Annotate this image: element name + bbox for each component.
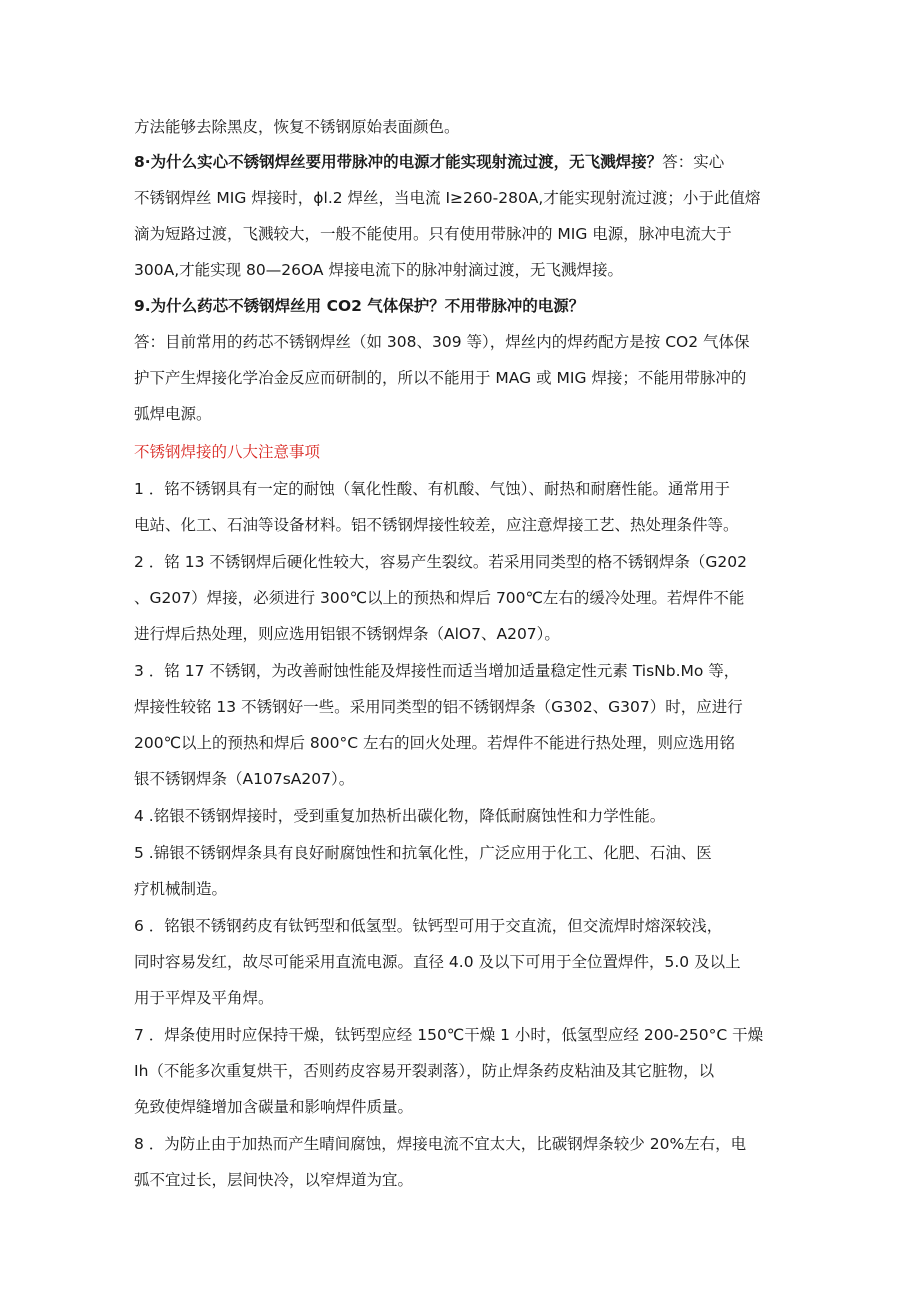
item-7-line: 免致使焊缝增加含碳量和影响焊件质量。 <box>134 1098 414 1116</box>
item-5-line: 5 .锦银不锈钢焊条具有良好耐腐蚀性和抗氧化性，广泛应用于化工、化肥、石油、医 <box>134 844 712 862</box>
item-1-line: 电站、化工、石油等设备材料。铝不锈钢焊接性较差，应注意焊接工艺、热处理条件等。 <box>134 516 739 534</box>
question-9-title: 9.为什么药芯不锈钢焊丝用 CO2 气体保护？不用带脉冲的电源？ <box>134 297 585 315</box>
intro-line: 方法能够去除黑皮，恢复不锈钢原始表面颜色。 <box>134 118 460 136</box>
item-3-line: 3 ．铭 17 不锈钢，为改善耐蚀性能及焊接性而适当增加适量稳定性元素 TisNb.Mo 等， <box>134 662 740 680</box>
item-6-line: 同时容易发红，故尽可能采用直流电源。直径 4.0 及以下可用于全位置焊件，5.0 及以上 <box>134 953 741 971</box>
item-7-line: 7 ．焊条使用时应保持干燥，钛钙型应经 150℃干燥 1 小时，低氢型应经 200-250°C 干燥 <box>134 1026 764 1044</box>
item-1-line: 1 ．铭不锈钢具有一定的耐蚀（氧化性酸、有机酸、气蚀）、耐热和耐磨性能。通常用于 <box>134 480 731 498</box>
question-8-title: 8·为什么实心不锈钢焊丝要用带脉冲的电源才能实现射流过渡，无飞溅焊接？ <box>134 153 663 171</box>
item-3-line: 焊接性较铭 13 不锈钢好一些。采用同类型的铝不锈钢焊条（G302、G307）时，应进行 <box>134 698 743 716</box>
question-8-answer-start: 答：实心 <box>662 153 725 171</box>
question-8-answer-line: 300A,才能实现 80—26OA 焊接电流下的脉冲射滴过渡，无飞溅焊接。 <box>134 261 623 279</box>
item-6-line: 用于平焊及平角焊。 <box>134 989 274 1007</box>
item-8-line: 8 ．为防止由于加热而产生晴间腐蚀，焊接电流不宜太大，比碳钢焊条较少 20%左右，电 <box>134 1135 747 1153</box>
item-3-line: 200℃以上的预热和焊后 800°C 左右的回火处理。若焊件不能进行热处理，则应选用铭 <box>134 734 736 752</box>
item-5-line: 疗机械制造。 <box>134 880 228 898</box>
question-9-answer-line: 答：目前常用的药芯不锈钢焊丝（如 308、309 等），焊丝内的焊药配方是按 CO2 气体保 <box>134 333 750 351</box>
question-9-answer-line: 护下产生焊接化学冶金反应而研制的，所以不能用于 MAG 或 MIG 焊接；不能用带脉冲的 <box>134 369 747 387</box>
question-9-answer-line: 弧焊电源。 <box>134 405 212 423</box>
item-7-line: Ih（不能多次重复烘干，否则药皮容易开裂剥落），防止焊条药皮粘油及其它脏物，以 <box>134 1062 715 1080</box>
item-2-line: 进行焊后热处理，则应选用铝银不锈钢焊条（AlO7、A207）。 <box>134 625 560 643</box>
item-2-line: 2 ．铭 13 不锈钢焊后硬化性较大，容易产生裂纹。若采用同类型的格不锈钢焊条（G202 <box>134 553 747 571</box>
item-4-line: 4 .铭银不锈钢焊接时，受到重复加热析出碳化物，降低耐腐蚀性和力学性能。 <box>134 807 666 825</box>
question-8-answer-line: 滴为短路过渡，飞溅较大，一般不能使用。只有使用带脉冲的 MIG 电源，脉冲电流大于 <box>134 225 732 243</box>
item-8-line: 弧不宜过长，层间快冷，以窄焊道为宜。 <box>134 1171 414 1189</box>
question-8 <box>134 151 724 173</box>
item-2-line: 、G207）焊接，必须进行 300℃以上的预热和焊后 700℃左右的缓冷处理。若焊件不能 <box>134 589 745 607</box>
question-8-answer-line: 不锈钢焊丝 MIG 焊接时，ϕl.2 焊丝，当电流 I≥260-280A,才能实现射流过渡；小于此值熔 <box>134 189 761 207</box>
item-6-line: 6 ．铭银不锈钢药皮有钛钙型和低氢型。钛钙型可用于交直流，但交流焊时熔深较浅， <box>134 917 723 935</box>
item-3-line: 银不锈钢焊条（A107sA207）。 <box>134 770 355 788</box>
section-heading: 不锈钢焊接的八大注意事项 <box>134 443 321 461</box>
